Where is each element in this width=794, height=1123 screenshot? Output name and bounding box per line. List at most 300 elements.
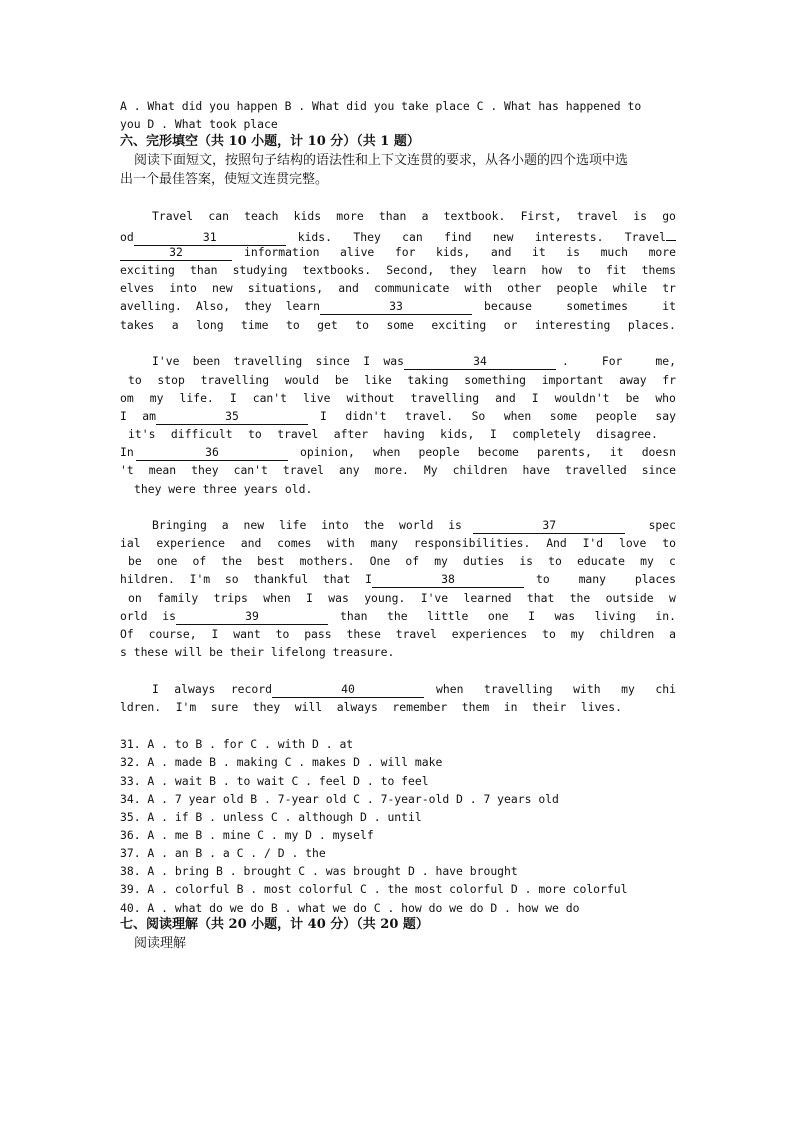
word: is <box>162 609 176 623</box>
blank-39[interactable]: 39 <box>176 609 328 625</box>
word: and <box>490 245 512 259</box>
word: a <box>669 627 676 641</box>
word: with <box>573 682 601 696</box>
passage-p1-line-5 <box>120 279 676 297</box>
word: they <box>244 299 272 313</box>
word: So <box>471 409 486 423</box>
word: disagree. <box>596 427 658 441</box>
word: om <box>120 391 134 405</box>
word: world <box>399 518 434 532</box>
passage-p3-line-4-head <box>120 570 372 588</box>
word: my <box>640 554 654 568</box>
word: some <box>386 318 414 332</box>
word: travelling <box>484 682 553 696</box>
word: kids, <box>436 245 471 259</box>
word: family <box>157 591 199 605</box>
word: without <box>346 391 395 405</box>
word: is <box>448 518 462 532</box>
word: to <box>275 627 290 641</box>
word: my <box>570 627 585 641</box>
passage-p1-line-6-tail <box>484 297 676 315</box>
word: is <box>633 209 647 223</box>
word: it <box>662 299 676 313</box>
word: that <box>526 591 555 605</box>
word: when <box>436 682 464 696</box>
word: love <box>618 536 647 550</box>
word: with <box>464 281 492 295</box>
word: away <box>619 373 647 387</box>
word: First, <box>520 209 562 223</box>
passage-p2-line-2 <box>120 371 676 389</box>
passage-p3-line-1-tail: spec <box>648 518 676 532</box>
section-6-heading: 六、完形填空（共 10 小题，计 10 分）（共 1 题） <box>120 134 420 149</box>
word: can <box>208 209 229 223</box>
passage-p3-line-1-head <box>152 516 462 534</box>
passage-p2-line-6-head <box>120 443 136 461</box>
word: one <box>156 554 178 568</box>
word: to <box>285 318 300 332</box>
word: one <box>487 609 509 623</box>
word: tr <box>662 281 676 295</box>
word: to <box>355 318 369 332</box>
word: communicate <box>373 281 450 295</box>
word: textbooks. <box>302 263 372 277</box>
word: into <box>169 281 197 295</box>
word: young. <box>364 591 406 605</box>
question-38: 38. A . bring B . brought C . was brought D . have brought <box>120 864 518 878</box>
word: travel. <box>405 409 454 423</box>
word: learned <box>463 591 512 605</box>
word: was <box>383 354 404 368</box>
word: on <box>128 591 142 605</box>
word: other <box>507 281 542 295</box>
word: I've <box>152 354 180 368</box>
word: opinion, <box>300 445 355 459</box>
word: Travel <box>624 230 666 244</box>
word: 't <box>120 463 134 477</box>
word: something <box>464 373 526 387</box>
word: always <box>336 700 378 714</box>
word: some <box>549 409 578 423</box>
word: any <box>339 463 360 477</box>
question-33: 33. A . wait B . to wait C . feel D . to feel <box>120 774 429 788</box>
word: long <box>196 318 224 332</box>
passage-p2-line-4 <box>120 407 676 425</box>
word: new <box>243 518 265 532</box>
word: say <box>655 409 676 423</box>
word: Travel <box>152 209 194 223</box>
word: would <box>284 373 320 387</box>
word: it <box>532 245 546 259</box>
word: I'm <box>189 572 211 586</box>
word: live <box>303 391 331 405</box>
word: these <box>346 627 381 641</box>
word: I've <box>420 591 449 605</box>
word: taking <box>407 373 449 387</box>
word: sure <box>210 700 239 714</box>
word: or <box>503 318 518 332</box>
word: who <box>655 391 676 405</box>
word: learn <box>285 299 320 313</box>
passage-p3-line-2 <box>120 534 676 552</box>
word: Of <box>120 627 134 641</box>
word: my <box>621 682 635 696</box>
word: my <box>434 554 448 568</box>
word: travelling <box>410 391 480 405</box>
word: become <box>477 445 519 459</box>
word: mean <box>148 463 177 477</box>
word: thankful <box>253 572 309 586</box>
word: sometimes <box>566 299 629 313</box>
word: exciting <box>120 263 175 277</box>
word: travelling <box>200 373 270 387</box>
word: I <box>363 354 371 368</box>
word: to <box>248 427 262 441</box>
word: Second, <box>386 263 435 277</box>
word: interesting <box>534 318 611 332</box>
word: that <box>322 572 351 586</box>
word: when <box>263 591 291 605</box>
word: to <box>577 263 591 277</box>
word: orld <box>120 609 148 623</box>
blank-40[interactable]: 40 <box>272 682 424 698</box>
word: people <box>595 409 637 423</box>
word: can <box>402 230 423 244</box>
word: textbook. <box>443 209 506 223</box>
word: more <box>336 209 364 223</box>
word: been <box>192 354 221 368</box>
word: thems <box>641 263 676 277</box>
passage-p4-line-2 <box>120 698 622 716</box>
word: avelling. <box>120 299 182 313</box>
word: to <box>548 554 562 568</box>
passage-p4-line-1 <box>120 680 676 698</box>
word: od <box>120 230 134 244</box>
word: situations, <box>247 281 324 295</box>
word: new <box>211 281 233 295</box>
passage-p2-line-8: they were three years old. <box>134 482 313 496</box>
question-34: 34. A . 7 year old B . 7-year old C . 7-year-old D . 7 years old <box>120 792 559 806</box>
word: responsibilities. <box>413 536 531 550</box>
word: a <box>421 209 429 223</box>
passage-p2-line-6-tail <box>300 443 676 461</box>
blank-34[interactable]: 34 <box>404 354 556 370</box>
word: hildren. <box>120 572 175 586</box>
word: teach <box>244 209 279 223</box>
word: when <box>372 445 401 459</box>
word: it <box>609 445 624 459</box>
word: they <box>449 263 477 277</box>
word: new <box>492 230 514 244</box>
word: comes <box>277 536 312 550</box>
word: the <box>569 591 591 605</box>
word: I <box>320 409 327 423</box>
word: children <box>452 463 508 477</box>
word: I <box>306 591 313 605</box>
word: to <box>128 373 142 387</box>
passage-p3-line-6-head <box>120 607 176 625</box>
word: information <box>244 245 320 259</box>
passage-p4-line-1-head <box>152 680 272 698</box>
word: into <box>321 518 349 532</box>
word: ial <box>120 536 141 550</box>
word: kids <box>293 209 322 223</box>
word: after <box>333 427 369 441</box>
word: studying <box>232 263 288 277</box>
word: I <box>365 572 372 586</box>
word: educate <box>577 554 626 568</box>
word: I <box>229 391 237 405</box>
passage-p3-line-8: s these will be their lifelong treasure. <box>120 645 395 659</box>
blank-32-start <box>666 225 676 241</box>
word: to <box>536 572 550 586</box>
passage-p3-line-4 <box>120 570 676 588</box>
word: places <box>634 572 676 586</box>
word: fr <box>662 373 676 387</box>
word: more. <box>374 463 409 477</box>
word: In <box>120 445 134 459</box>
word: I <box>531 391 539 405</box>
word: be <box>625 391 640 405</box>
word: doesn <box>641 445 676 459</box>
word: My <box>423 463 438 477</box>
word: get <box>317 318 338 332</box>
passage-p1-line-2 <box>120 225 676 243</box>
word: travel <box>282 463 325 477</box>
passage-p4-line-1-tail <box>436 680 676 698</box>
word: learn <box>491 263 527 277</box>
word: people <box>556 281 598 295</box>
word: they <box>191 463 219 477</box>
word: I <box>152 682 159 696</box>
word: experiences <box>451 627 528 641</box>
word: elves <box>120 281 155 295</box>
question-32: 32. A . made B . making C . makes D . will make <box>120 755 443 769</box>
word: find <box>444 230 472 244</box>
word: of <box>405 554 420 568</box>
blank-33[interactable]: 33 <box>320 299 472 315</box>
word: have <box>522 463 550 477</box>
word: difficult <box>170 427 233 441</box>
passage-p2-line-4-head <box>120 407 156 425</box>
word: life. <box>179 391 214 405</box>
word: is <box>566 245 580 259</box>
word: children <box>599 627 655 641</box>
word: fit <box>605 263 627 277</box>
blank-35[interactable]: 35 <box>156 409 308 425</box>
word: like <box>364 373 392 387</box>
word: course, <box>148 627 197 641</box>
section-7-subheading: 阅读理解 <box>134 936 187 951</box>
word: little <box>427 609 469 623</box>
word: important <box>541 373 604 387</box>
passage-p3-line-3 <box>120 552 676 570</box>
word: I'm <box>175 700 197 714</box>
passage-p1-line-3-tail <box>244 243 676 261</box>
word: since <box>315 354 350 368</box>
word: will <box>294 700 323 714</box>
word: so <box>224 572 239 586</box>
word: best <box>257 554 285 568</box>
word: to <box>542 627 556 641</box>
word: duties <box>463 554 505 568</box>
word: experience <box>156 536 225 550</box>
question-40: 40. A . what do we do B . what we do C . how do we do D . how we do <box>120 901 580 915</box>
word: One <box>369 554 391 568</box>
word: of <box>192 554 207 568</box>
question-36: 36. A . me B . mine C . my D . myself <box>120 828 374 842</box>
word: and <box>240 536 262 550</box>
blank-32[interactable]: 32 <box>120 245 232 261</box>
question-39: 39. A . colorful B . most colorful C . the most colorful D . more colorful <box>120 882 628 896</box>
blank-36[interactable]: 36 <box>136 445 288 461</box>
word: with <box>327 536 355 550</box>
word: always <box>174 682 216 696</box>
options-line-2: you D . What took place <box>120 117 278 131</box>
section-6-instruction-1: 阅读下面短文，按照句子结构的语法性和上下文连贯的要求，从各小题的四个选项中选 <box>134 153 629 168</box>
word: didn't <box>345 409 387 423</box>
word: exciting <box>431 318 487 332</box>
word: I <box>211 627 219 641</box>
word: they <box>252 700 281 714</box>
word: They <box>353 230 381 244</box>
word: chi <box>655 682 676 696</box>
word: I <box>120 409 127 423</box>
word: And <box>546 536 567 550</box>
word: alive <box>340 245 375 259</box>
word: remember <box>392 700 448 714</box>
word: mothers. <box>299 554 355 568</box>
passage-p2-line-5 <box>120 425 658 443</box>
word: time <box>241 318 269 332</box>
word: many <box>578 572 606 586</box>
passage-p1-line-4 <box>120 261 676 279</box>
word: and <box>338 281 359 295</box>
word: travel <box>395 627 437 641</box>
word: was <box>328 591 349 605</box>
passage-p1-line-7 <box>120 316 676 334</box>
blank-37[interactable]: 37 <box>473 518 625 534</box>
word: while <box>612 281 648 295</box>
word: than <box>340 609 368 623</box>
question-37: 37. A . an B . a C . / D . the <box>120 846 326 860</box>
word: parents, <box>536 445 592 459</box>
passage-p2-line-1-head <box>152 352 404 370</box>
word: wouldn't <box>554 391 610 405</box>
word: ldren. <box>120 700 162 714</box>
section-7-heading: 七、阅读理解（共 20 小题，计 40 分）（共 20 题） <box>120 917 429 932</box>
word: travelled <box>564 463 627 477</box>
passage-p2-line-1-tail <box>562 352 676 370</box>
word: when <box>503 409 532 423</box>
word: takes <box>120 318 155 332</box>
word: be <box>128 554 142 568</box>
options-line-1: A . What did you happen B . What did you take place C . What has happened to <box>120 99 642 113</box>
word: than <box>190 263 218 277</box>
word: them <box>461 700 490 714</box>
word: For <box>601 354 623 368</box>
passage-p1-line-6 <box>120 297 676 315</box>
word: go <box>662 209 676 223</box>
blank-38[interactable]: 38 <box>372 572 524 588</box>
word: completely <box>512 427 581 441</box>
word: since <box>641 463 676 477</box>
word: is <box>519 554 534 568</box>
passage-p2-line-3 <box>120 389 676 407</box>
passage-p3-line-5 <box>120 589 676 607</box>
word: the <box>221 554 242 568</box>
passage-p2-line-4-tail <box>320 407 676 425</box>
word: and <box>495 391 516 405</box>
word: many <box>370 536 398 550</box>
word: having <box>383 427 425 441</box>
word: travelling <box>233 354 303 368</box>
word: stop <box>157 373 185 387</box>
word: c <box>669 554 676 568</box>
word: interests. <box>534 230 604 244</box>
word: travel <box>576 209 619 223</box>
word: their <box>532 700 567 714</box>
word: outside <box>605 591 654 605</box>
word: places. <box>627 318 676 332</box>
word: me, <box>655 354 676 368</box>
word: a <box>171 318 179 332</box>
word: kids. <box>297 230 333 244</box>
passage-p3-line-6-tail <box>340 607 676 625</box>
passage-p2-line-1 <box>120 352 676 370</box>
word: people <box>418 445 460 459</box>
passage-p1-line-1 <box>120 207 676 225</box>
word: I'd <box>582 536 604 550</box>
word: want <box>233 627 261 641</box>
word: living <box>594 609 636 623</box>
word: w <box>669 591 676 605</box>
passage-p2-line-7 <box>120 461 676 479</box>
word: am <box>142 409 156 423</box>
word: travel <box>277 427 319 441</box>
word: record <box>230 682 272 696</box>
word: the <box>387 609 408 623</box>
blank-31[interactable]: 31 <box>134 230 286 246</box>
word: in <box>503 700 518 714</box>
word: . <box>562 354 569 368</box>
passage-p1-line-3 <box>120 243 676 261</box>
word: life <box>278 518 307 532</box>
word: can't <box>252 391 288 405</box>
word: can't <box>233 463 268 477</box>
word: lives. <box>580 700 622 714</box>
passage-p3-line-7 <box>120 625 676 643</box>
word: the <box>363 518 385 532</box>
passage-p2-line-6 <box>120 443 676 461</box>
word: my <box>149 391 164 405</box>
passage-p3-line-1 <box>120 516 676 534</box>
word: than <box>378 209 407 223</box>
word: kids, <box>440 427 475 441</box>
word: pass <box>304 627 332 641</box>
word: Bringing <box>152 518 207 532</box>
word: for <box>394 245 416 259</box>
word: much <box>600 245 628 259</box>
passage-p3-line-6 <box>120 607 676 625</box>
word: trips <box>213 591 248 605</box>
word: I <box>489 427 497 441</box>
word: it's <box>128 427 156 441</box>
word: I <box>528 609 535 623</box>
word: because <box>484 299 533 313</box>
word: a <box>221 518 229 532</box>
word: in. <box>655 609 676 623</box>
